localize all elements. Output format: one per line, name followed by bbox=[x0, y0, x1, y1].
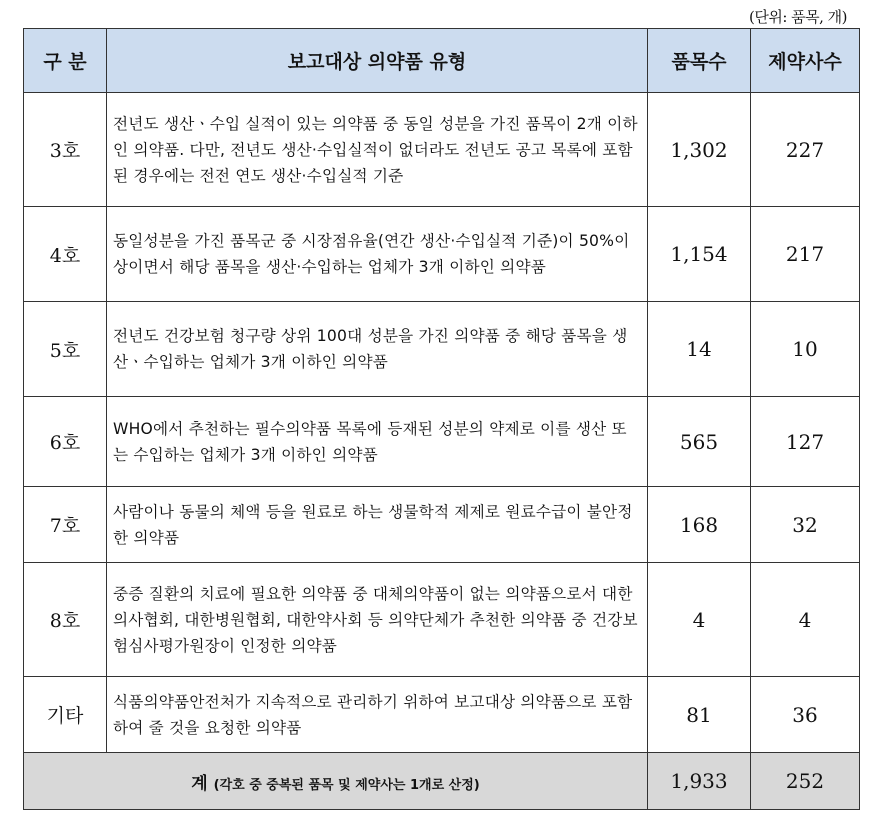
row-companies: 10 bbox=[751, 302, 860, 397]
row-category: 기타 bbox=[24, 677, 107, 753]
row-category: 3호 bbox=[24, 93, 107, 207]
row-items: 1,302 bbox=[648, 93, 751, 207]
total-label-cell bbox=[24, 753, 648, 810]
total-label: 계 bbox=[191, 773, 208, 794]
row-items: 14 bbox=[648, 302, 751, 397]
total-note: (각호 중 중복된 품목 및 제약사는 1개로 산정) bbox=[213, 777, 480, 793]
header-category: 구 분 bbox=[24, 29, 107, 93]
row-description: 전년도 생산ㆍ수입 실적이 있는 의약품 중 동일 성분을 가진 품목이 2개 이하인 의약품. 다만, 전년도 생산·수입실적이 없더라도 전년도 공고 목록에 포함된 경우에는 전전 연도 생산·수입실적 기준 bbox=[107, 93, 648, 207]
header-type: 보고대상 의약품 유형 bbox=[107, 29, 648, 93]
total-row bbox=[24, 753, 860, 810]
table-row bbox=[24, 563, 860, 677]
row-category: 8호 bbox=[24, 563, 107, 677]
table-row bbox=[24, 677, 860, 753]
table-row bbox=[24, 207, 860, 302]
row-companies: 217 bbox=[751, 207, 860, 302]
row-companies: 227 bbox=[751, 93, 860, 207]
header-row bbox=[24, 29, 860, 93]
row-items: 1,154 bbox=[648, 207, 751, 302]
report-table bbox=[23, 28, 860, 810]
row-category: 5호 bbox=[24, 302, 107, 397]
header-items: 품목수 bbox=[648, 29, 751, 93]
row-description: 식품의약품안전처가 지속적으로 관리하기 위하여 보고대상 의약품으로 포함하여 줄 것을 요청한 의약품 bbox=[107, 677, 648, 753]
header-companies: 제약사수 bbox=[751, 29, 860, 93]
row-description: 전년도 건강보험 청구량 상위 100대 성분을 가진 의약품 중 해당 품목을 생산ㆍ수입하는 업체가 3개 이하인 의약품 bbox=[107, 302, 648, 397]
row-companies: 36 bbox=[751, 677, 860, 753]
row-companies: 32 bbox=[751, 487, 860, 563]
row-companies: 127 bbox=[751, 397, 860, 487]
row-description: 중증 질환의 치료에 필요한 의약품 중 대체의약품이 없는 의약품으로서 대한의사협회, 대한병원협회, 대한약사회 등 의약단체가 추천한 의약품 중 건강보험심사평가원장이 인정한 의약품 bbox=[107, 563, 648, 677]
row-category: 4호 bbox=[24, 207, 107, 302]
row-items: 168 bbox=[648, 487, 751, 563]
total-items: 1,933 bbox=[648, 753, 751, 810]
row-items: 565 bbox=[648, 397, 751, 487]
row-category: 6호 bbox=[24, 397, 107, 487]
table-row bbox=[24, 487, 860, 563]
row-items: 4 bbox=[648, 563, 751, 677]
table-row bbox=[24, 397, 860, 487]
unit-note: (단위: 품목, 개) bbox=[748, 8, 847, 26]
total-companies: 252 bbox=[751, 753, 860, 810]
row-description: WHO에서 추천하는 필수의약품 목록에 등재된 성분의 약제로 이를 생산 또는 수입하는 업체가 3개 이하인 의약품 bbox=[107, 397, 648, 487]
row-description: 동일성분을 가진 품목군 중 시장점유율(연간 생산·수입실적 기준)이 50%이상이면서 해당 품목을 생산·수입하는 업체가 3개 이하인 의약품 bbox=[107, 207, 648, 302]
row-category: 7호 bbox=[24, 487, 107, 563]
table-row bbox=[24, 93, 860, 207]
row-description: 사람이나 동물의 체액 등을 원료로 하는 생물학적 제제로 원료수급이 불안정한 의약품 bbox=[107, 487, 648, 563]
row-items: 81 bbox=[648, 677, 751, 753]
table-row bbox=[24, 302, 860, 397]
row-companies: 4 bbox=[751, 563, 860, 677]
